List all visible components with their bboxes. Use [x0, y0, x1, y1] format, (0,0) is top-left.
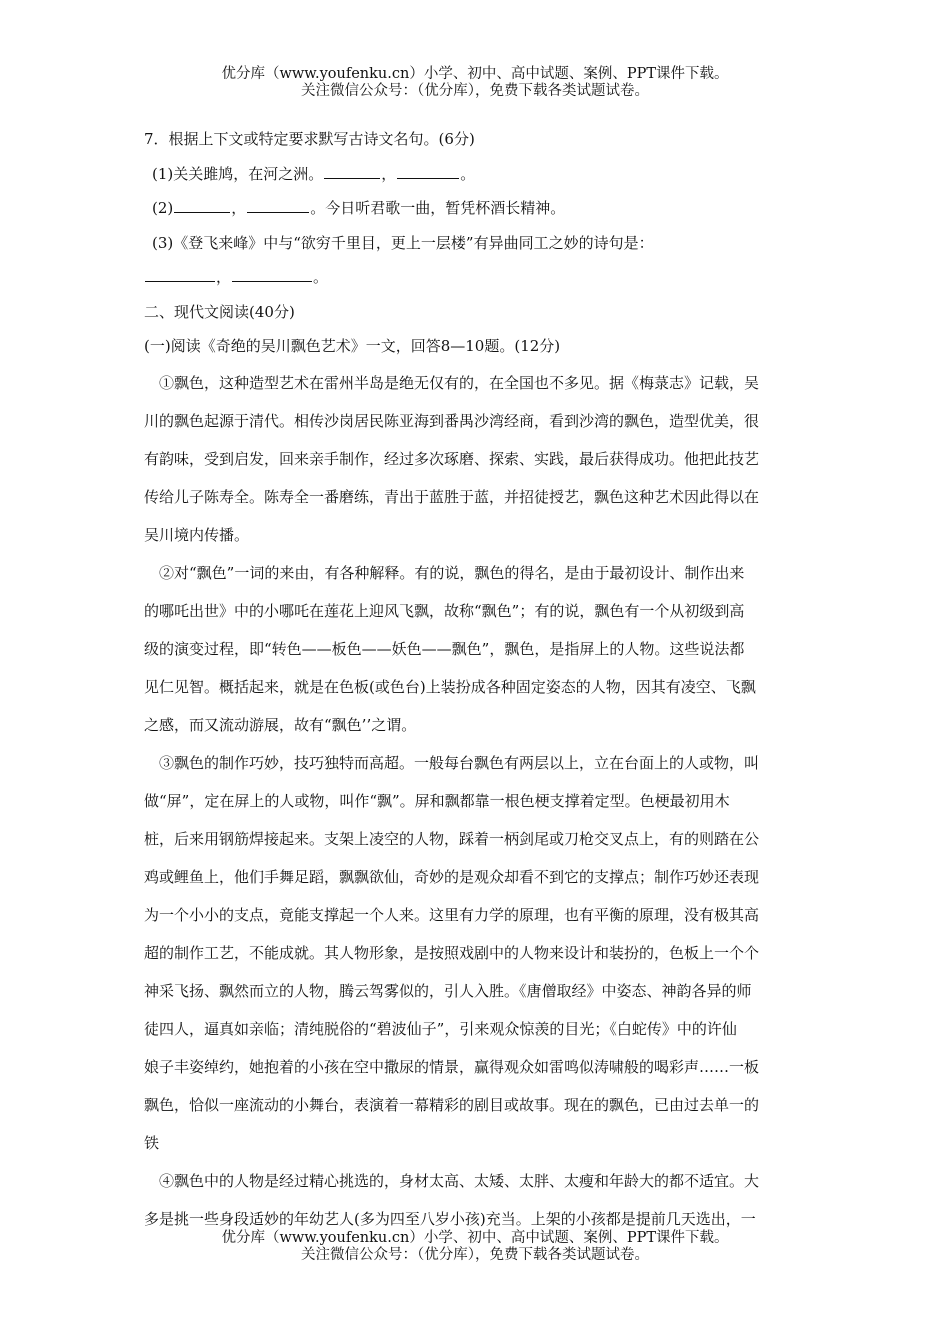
paragraph-line: 为一个小小的支点，竟能支撑起一个人来。这里有力学的原理，也有平衡的原理，没有极其高 — [144, 905, 760, 924]
paragraph-line: 娘子丰姿绰约，她抱着的小孩在空中撒尿的情景，赢得观众如雷鸣似涛啸般的喝彩声……一板 — [144, 1057, 760, 1076]
header-line-1: 优分库（www.youfenku.cn）小学、初中、高中试题、案例、PPT课件下载。 — [221, 66, 729, 82]
document-body — [144, 122, 804, 1238]
answer-blank — [174, 198, 230, 213]
page-header — [0, 66, 950, 100]
answer-blank — [247, 198, 309, 213]
section-2-subtitle: (一)阅读《奇绝的吴川飘色艺术》一文，回答8—10题。(12分) — [144, 337, 561, 355]
item-1-text: (1)关关雎鸠，在河之洲。 — [152, 164, 324, 183]
item-3-end: 。 — [313, 268, 329, 286]
paragraph-line: 飘色，恰似一座流动的小舞台，表演着一幕精彩的剧目或故事。现在的飘色，已由过去单一的 — [144, 1095, 760, 1114]
paragraph-line: 川的飘色起源于清代。相传沙岗居民陈亚海到番禺沙湾经商，看到沙湾的飘色，造型优美，很 — [144, 411, 760, 430]
paragraph-line: 超的制作工艺，不能成就。其人物形象，是按照戏剧中的人物来设计和装扮的，色板上一个个 — [144, 943, 760, 962]
paragraph-line: 见仁见智。概括起来，就是在色板(或色台)上装扮成各种固定姿态的人物，因其有凌空、飞飘 — [144, 677, 756, 696]
footer-line-1: 优分库（www.youfenku.cn）小学、初中、高中试题、案例、PPT课件下载。 — [221, 1230, 729, 1246]
paragraph-1 — [144, 364, 804, 554]
question-7-item-2 — [144, 191, 804, 226]
paragraph-line: 吴川境内传播。 — [144, 525, 250, 544]
item-2-number: (2) — [152, 199, 174, 217]
paragraph-line: 有韵味，受到启发，回来亲手制作，经过多次琢磨、探索、实践，最后获得成功。他把此技艺 — [144, 449, 760, 468]
question-7-item-3: (3)《登飞来峰》中与“欲穷千里目，更上一层楼”有异曲同工之妙的诗句是： — [152, 233, 654, 252]
paragraph-line: ③飘色的制作巧妙，技巧独特而高超。一般每台飘色有两层以上，立在台面上的人或物，叫 — [159, 753, 760, 772]
footer-line-2: 关注微信公众号：（优分库），免费下载各类试题试卷。 — [301, 1247, 649, 1263]
item-2-text: 。今日听君歌一曲，暂凭杯酒长精神。 — [310, 199, 566, 217]
paragraph-line: 之感，而又流动游展，故有“飘色’’之谓。 — [144, 715, 417, 734]
answer-blank — [145, 267, 215, 282]
paragraph-line: 传给儿子陈寿全。陈寿全一番磨练，青出于蓝胜于蓝，并招徒授艺，飘色这种艺术因此得以在 — [144, 487, 760, 506]
section-2-title: 二、现代文阅读(40分) — [144, 302, 295, 321]
paragraph-2 — [144, 554, 804, 744]
item-2-separator: ， — [231, 199, 247, 217]
paragraph-line: 的哪吒出世》中的小哪吒在莲花上迎风飞飘，故称“飘色”；有的说，飘色有一个从初级到高 — [144, 601, 745, 620]
answer-blank — [397, 164, 459, 179]
paragraph-line: 鸡或鲤鱼上，他们手舞足蹈，飘飘欲仙，奇妙的是观众却看不到它的支撑点；制作巧妙还表现 — [144, 867, 760, 886]
question-7-item-1 — [144, 157, 804, 192]
answer-blank — [324, 164, 380, 179]
item-3-separator: ， — [216, 268, 232, 286]
paragraph-4 — [144, 1162, 804, 1238]
paragraph-line: ④飘色中的人物是经过精心挑选的，身材太高、太矮、太胖、太瘦和年龄大的都不适宜。大 — [159, 1171, 760, 1190]
paragraph-line: 级的演变过程，即“转色——板色——妖色——飘色”，飘色，是指屏上的人物。这些说法都 — [144, 639, 745, 658]
page-footer — [0, 1230, 950, 1264]
item-1-end: 。 — [460, 164, 476, 183]
paragraph-3 — [144, 744, 804, 1162]
item-1-separator: ， — [381, 164, 397, 183]
answer-blank — [232, 267, 312, 282]
paragraph-line: 桩，后来用钢筋焊接起来。支架上凌空的人物，踩着一柄剑尾或刀枪交叉点上，有的则踏在公 — [144, 829, 760, 848]
paragraph-line: ①飘色，这种造型艺术在雷州半岛是绝无仅有的，在全国也不多见。据《梅菉志》记载，吴 — [159, 373, 760, 392]
paragraph-line: 徒四人，逼真如亲临；清纯脱俗的“碧波仙子”，引来观众惊羡的目光；《白蛇传》中的许仙 — [144, 1019, 737, 1038]
paragraph-line: 做“屏”，定在屏上的人或物，叫作“飘”。屏和飘都靠一根色梗支撑着定型。色梗最初用木 — [144, 791, 730, 810]
question-7-title: 7．根据上下文或特定要求默写古诗文名句。(6分) — [144, 130, 475, 148]
paragraph-line: 神采飞扬、飘然而立的人物，腾云驾雾似的，引人入胜。《唐僧取经》中姿态、神韵各异的师 — [144, 981, 752, 1000]
paragraph-line: 铁 — [144, 1133, 160, 1152]
header-line-2: 关注微信公众号：（优分库），免费下载各类试题试卷。 — [301, 83, 649, 99]
paragraph-line: ②对“飘色”一词的来由，有各种解释。有的说，飘色的得名，是由于最初设计、制作出来 — [159, 563, 745, 582]
question-7-item-3-answer — [144, 260, 804, 295]
paragraph-line: 多是挑一些身段适妙的年幼艺人(多为四至八岁小孩)充当。上架的小孩都是提前几天选出，一 — [144, 1209, 756, 1228]
